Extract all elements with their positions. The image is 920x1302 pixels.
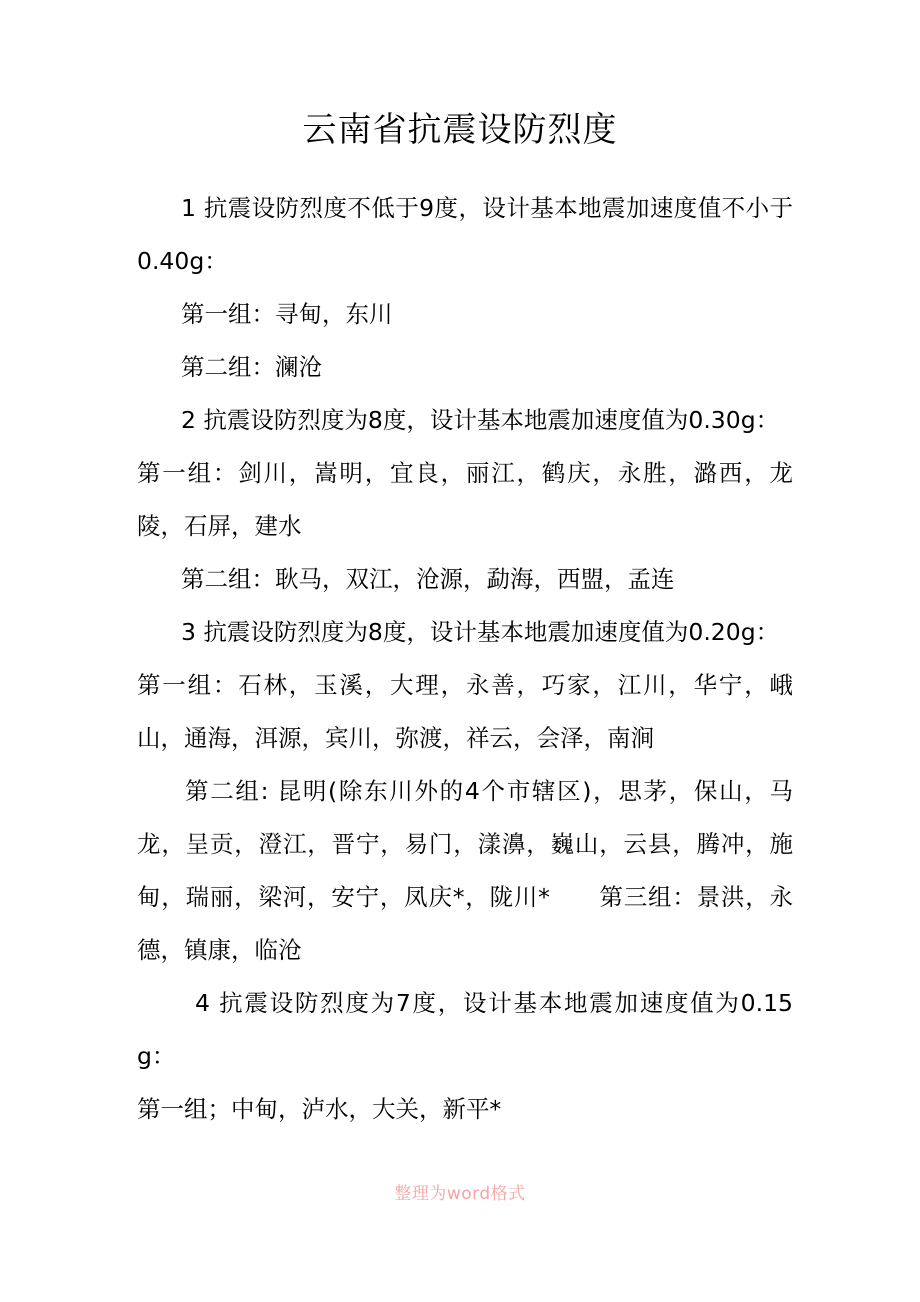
section-1-heading: 1 抗震设防烈度不低于9度，设计基本地震加速度值不小于0.40g： [137, 194, 793, 275]
section-3-group-2: 第二组: 昆明(除东川外的4个市辖区)，思茅，保山，马龙，呈贡，澄江，晋宁，易门，漾濞，巍山，云县，腾冲，施甸，瑞丽，梁河，安宁，凤庆*，陇川* 第三组：景洪，永德，镇康，临沧 [137, 777, 793, 964]
page-title: 云南省抗震设防烈度 [302, 110, 618, 150]
section-2-heading: 2 抗震设防烈度为8度，设计基本地震加速度值为0.30g： [181, 406, 780, 434]
section-3-group-1: 第一组：石林，玉溪，大理，永善，巧家，江川，华宁，峨山，通海，洱源，宾川，弥渡，祥云，会泽，南涧 [137, 671, 793, 752]
document-body [137, 182, 793, 1136]
section-2-group-1: 第一组：剑川，嵩明，宜良，丽江，鹤庆，永胜，潞西，龙陵，石屏，建水 [137, 459, 793, 540]
section-2-group-2: 第二组：耿马，双江，沧源，勐海，西盟，孟连 [181, 565, 675, 593]
section-4-heading: 4 抗震设防烈度为7度，设计基本地震加速度值为0.15g： [137, 989, 793, 1070]
footer-watermark: 整理为word格式 [394, 1184, 526, 1204]
section-3-heading: 3 抗震设防烈度为8度，设计基本地震加速度值为0.20g： [181, 618, 780, 646]
section-4-group-1: 第一组；中甸，泸水，大关，新平* [137, 1095, 502, 1123]
section-1-group-2: 第二组：澜沧 [181, 353, 322, 381]
section-1-group-1: 第一组：寻甸，东川 [181, 300, 393, 328]
